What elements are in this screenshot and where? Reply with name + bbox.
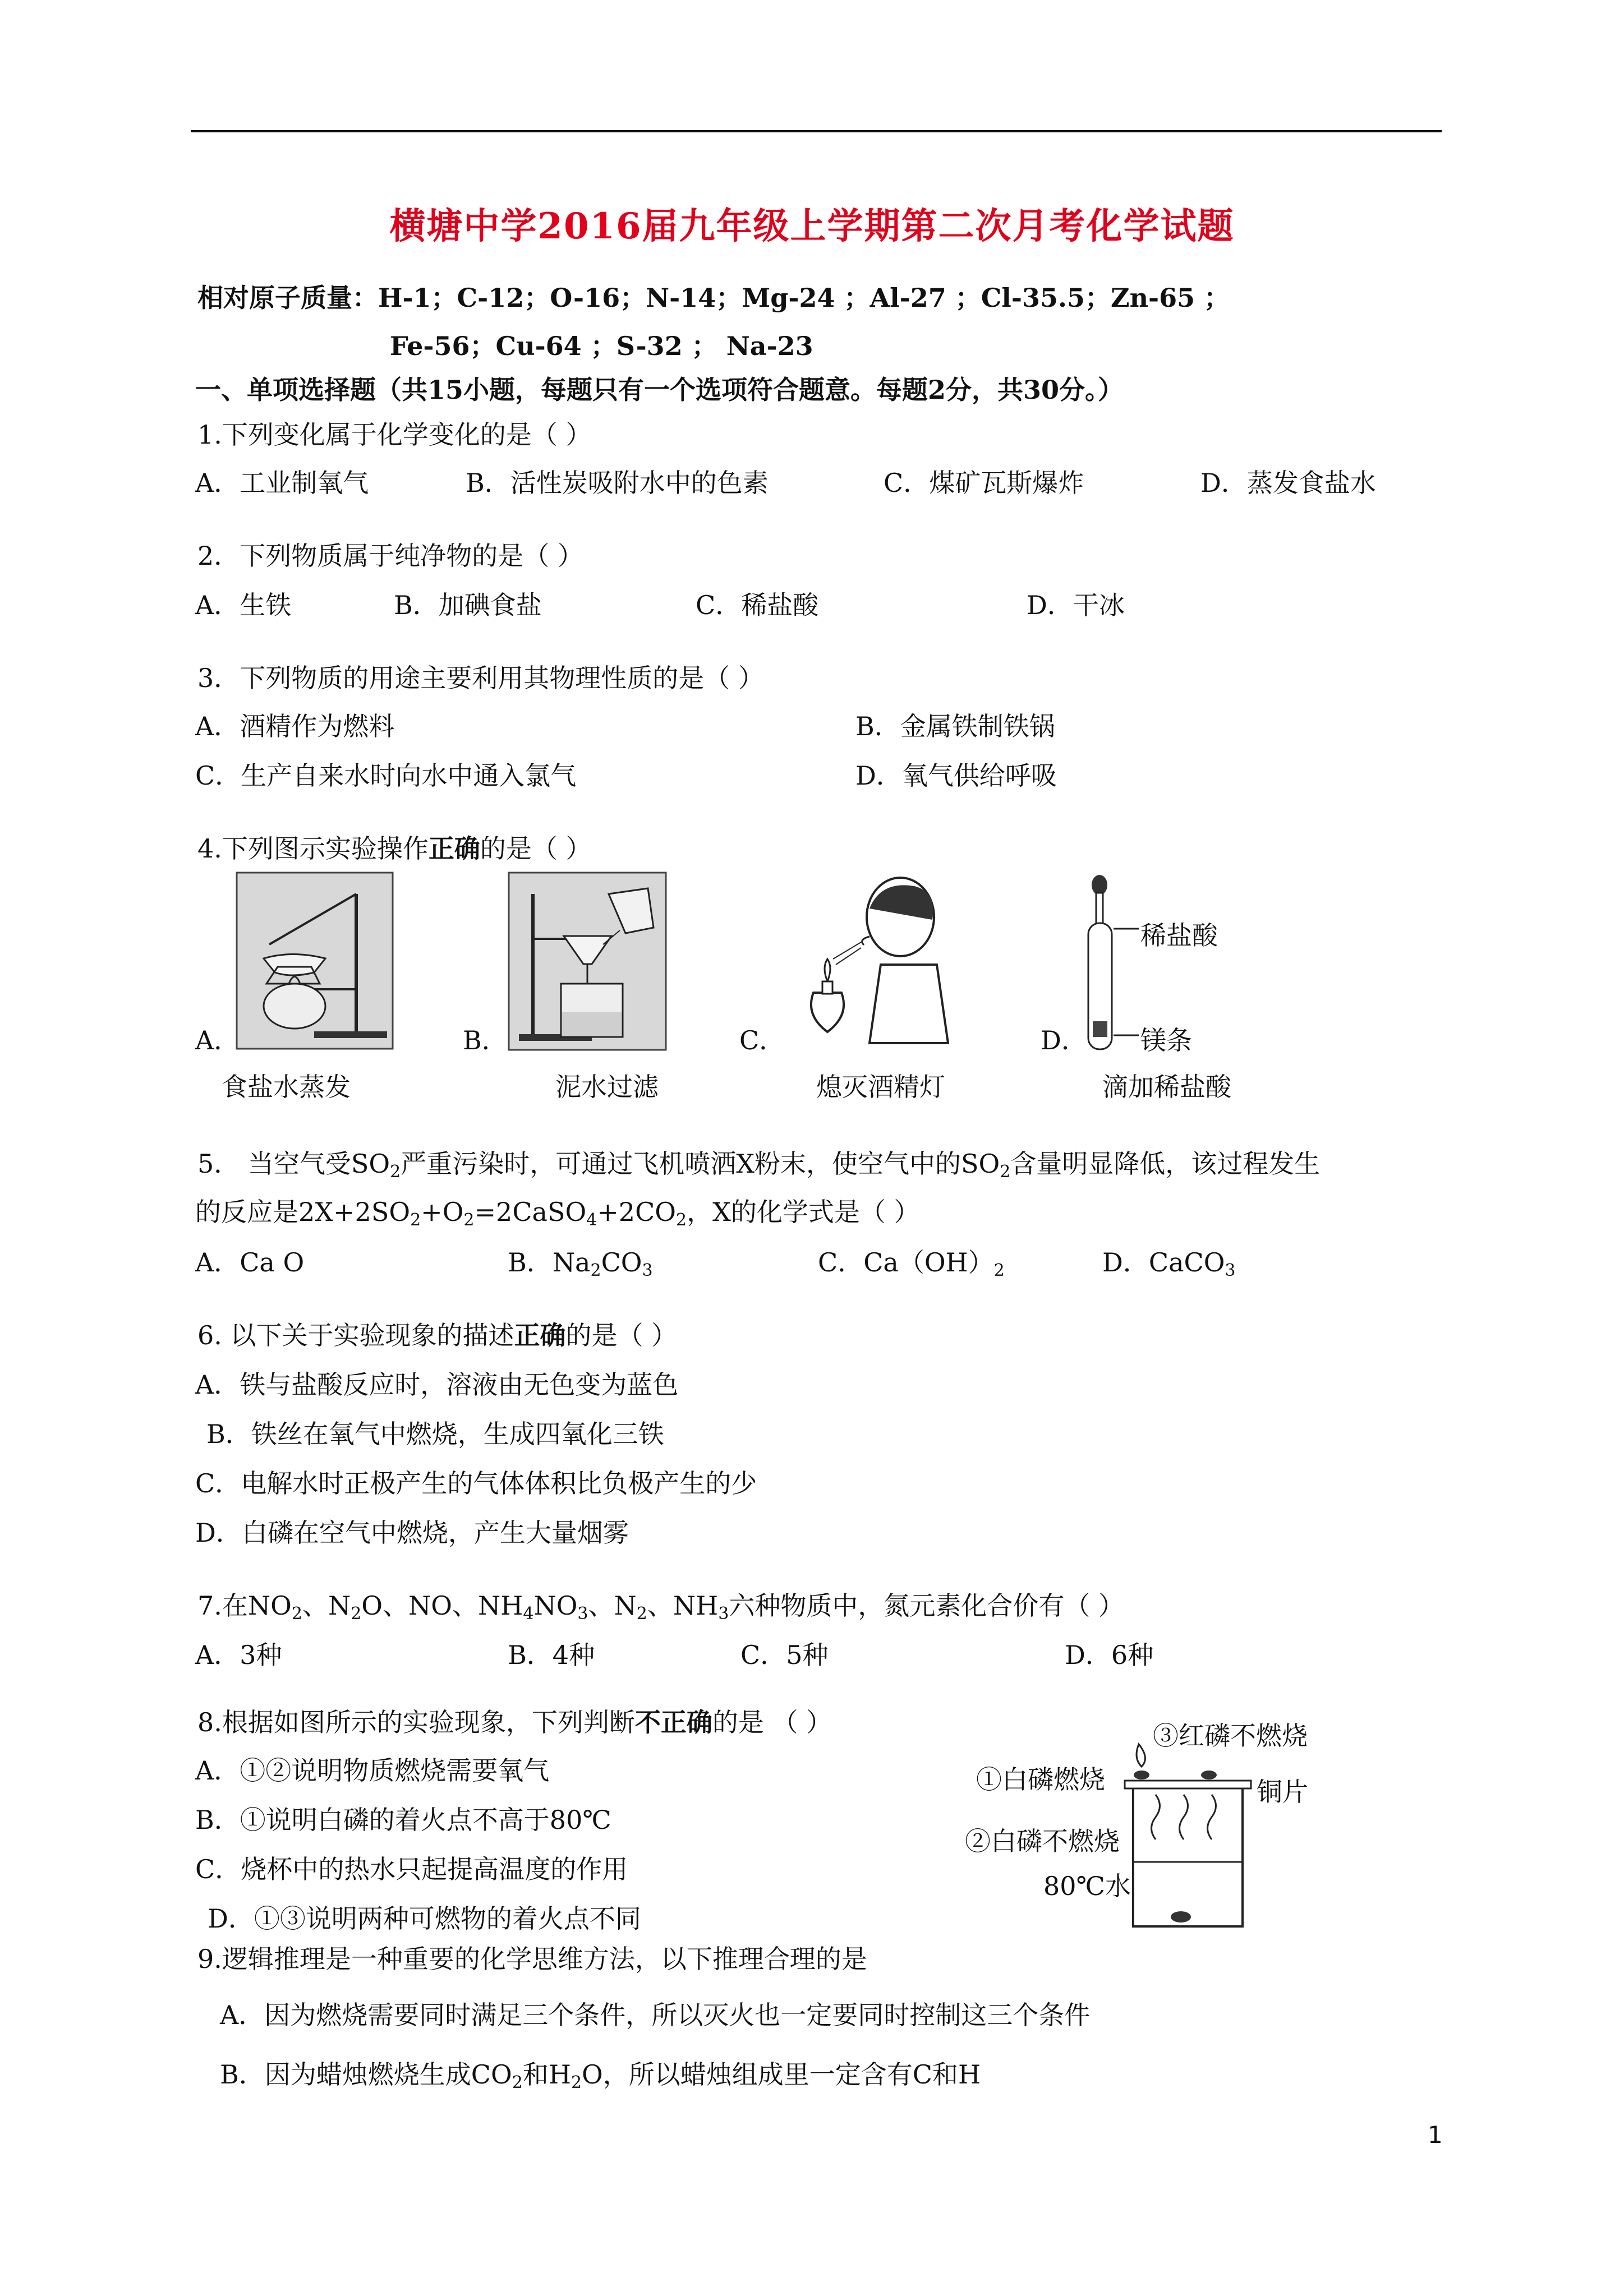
q6-option-a: A．铁与盐酸反应时，溶液由无色变为蓝色 [195,1370,679,1400]
q1-option-d: D．蒸发食盐水 [1200,468,1376,498]
q2-option-c: C．稀盐酸 [696,590,819,620]
q4-caption-c: 熄灭酒精灯 [816,1072,945,1102]
q5-option-b: B．$Na_2CO_3$ [508,1247,653,1280]
q4-letter-d: D． [1041,1025,1087,1055]
q6-option-b: B．铁丝在氧气中燃烧，生成四氧化三铁 [206,1419,664,1449]
fig-label-red-phosphorus: ③红磷不燃烧 [1153,1721,1308,1751]
q9-option-b: B．因为蜡烛燃烧生成$CO_2$和$H_2O$，所以蜡烛组成里一定含有C和H [220,2059,981,2092]
q8-option-a: A．①②说明物质燃烧需要氧气 [195,1755,550,1786]
filtration-figure [508,872,667,1051]
q5-option-a: A．Ca O [195,1247,305,1278]
section-heading: 一、单项选择题（共15小题，每题只有一个选项符合题意。每题2分，共30分。） [195,375,1124,405]
q6-option-c: C．电解水时正极产生的气体体积比负极产生的少 [195,1468,757,1499]
atomic-mass-line2: Fe-56；Cu-64 ；S-32 ； Na-23 [390,331,813,361]
q3-option-d: D．氧气供给呼吸 [855,760,1057,791]
atomic-mass-line1: 相对原子质量：H-1；C-12；O-16；N-14；Mg-24 ；Al-27 ；Cl-35.5；Zn-65 ； [197,283,1230,313]
q3-option-c: C．生产自来水时向水中通入氯气 [195,760,577,791]
q4-letter-c: C． [739,1025,785,1055]
fig-label-white-phosphorus-burns: ①白磷燃烧 [976,1764,1105,1795]
q6-stem: 6. 以下关于实验现象的描述正确的是（ ） [197,1320,678,1350]
q7-option-c: C．5种 [740,1640,829,1670]
fig-label-hot-water: 80℃水 [1043,1871,1131,1901]
q8-option-b: B．①说明白磷的着火点不高于80℃ [195,1805,611,1835]
q8-option-d: D．①③说明两种可燃物的着火点不同 [208,1903,641,1934]
q1-stem: 1.下列变化属于化学变化的是（ ） [197,419,592,450]
q4-stem: 4.下列图示实验操作正确的是（ ） [197,833,592,864]
q5-line1: 5． 当空气受$SO_2$严重污染时，可通过飞机喷洒X粉末，使空气中的$SO_2$含量明显降低，该过程发生 [197,1149,1321,1182]
q7-option-d: D．6种 [1065,1640,1154,1670]
fig-label-white-phosphorus-not-burn: ②白磷不燃烧 [965,1826,1120,1856]
q9-option-a: A．因为燃烧需要同时满足三个条件，所以灭火也一定要同时控制这三个条件 [220,2000,1091,2030]
q8-stem: 8.根据如图所示的实验现象，下列判断不正确的是 （ ） [197,1707,832,1737]
q4-caption-b: 泥水过滤 [555,1072,659,1102]
q6-option-d: D．白磷在空气中燃烧，产生大量烟雾 [195,1518,629,1548]
q1-option-b: B．活性炭吸附水中的色素 [466,468,769,498]
q3-option-a: A．酒精作为燃料 [195,711,395,741]
q4-letter-a: A． [195,1025,240,1055]
q1-option-c: C．煤矿瓦斯爆炸 [884,468,1084,498]
alcohol-lamp-figure [785,875,954,1054]
q7-option-b: B．4种 [508,1640,595,1670]
q5-option-d: D．CaCO$_3$ [1102,1247,1236,1280]
q2-option-a: A．生铁 [195,590,292,620]
q5-option-c: C．$Ca(OH)_2$ [818,1247,1005,1280]
header-rule [191,130,1442,132]
q3-stem: 3．下列物质的用途主要利用其物理性质的是（ ） [197,663,764,693]
q7-stem: 7.在$NO_2$、$N_2O$、NO、$NH_4NO_3$、$N_2$、$NH_3$六种物质中，氮元素化合价有（ ） [197,1590,1124,1624]
q4-letter-b: B． [463,1025,508,1055]
q2-option-d: D．干冰 [1027,590,1125,620]
q5-line2: 的反应是$2X+2SO_2+O_2=2CaSO_4+2CO_2$，X的化学式是（ ） [195,1197,920,1230]
dropper-label-acid: 稀盐酸 [1140,920,1218,951]
dropper-label-mg: 镁条 [1140,1025,1192,1055]
q2-stem: 2．下列物质属于纯净物的是（ ） [197,541,583,571]
fig-label-copper-sheet: 铜片 [1257,1777,1308,1807]
q9-stem: 9.逻辑推理是一种重要的化学思维方法，以下推理合理的是 [197,1944,867,1974]
evaporation-figure [236,872,394,1050]
q7-option-a: A．3种 [195,1640,282,1670]
q4-caption-a: 食盐水蒸发 [222,1072,351,1102]
q4-caption-d: 滴加稀盐酸 [1102,1072,1231,1102]
q2-option-b: B．加碘食盐 [394,590,542,620]
page-number: 1 [1428,2121,1443,2149]
q8-option-c: C．烧杯中的热水只起提高温度的作用 [195,1854,628,1884]
combustion-beaker-figure [1122,1733,1268,1935]
q1-option-a: A．工业制氧气 [195,468,369,498]
page-title: 横塘中学2016届九年级上学期第二次月考化学试题 [389,205,1235,247]
q3-option-b: B．金属铁制铁锅 [855,711,1055,741]
